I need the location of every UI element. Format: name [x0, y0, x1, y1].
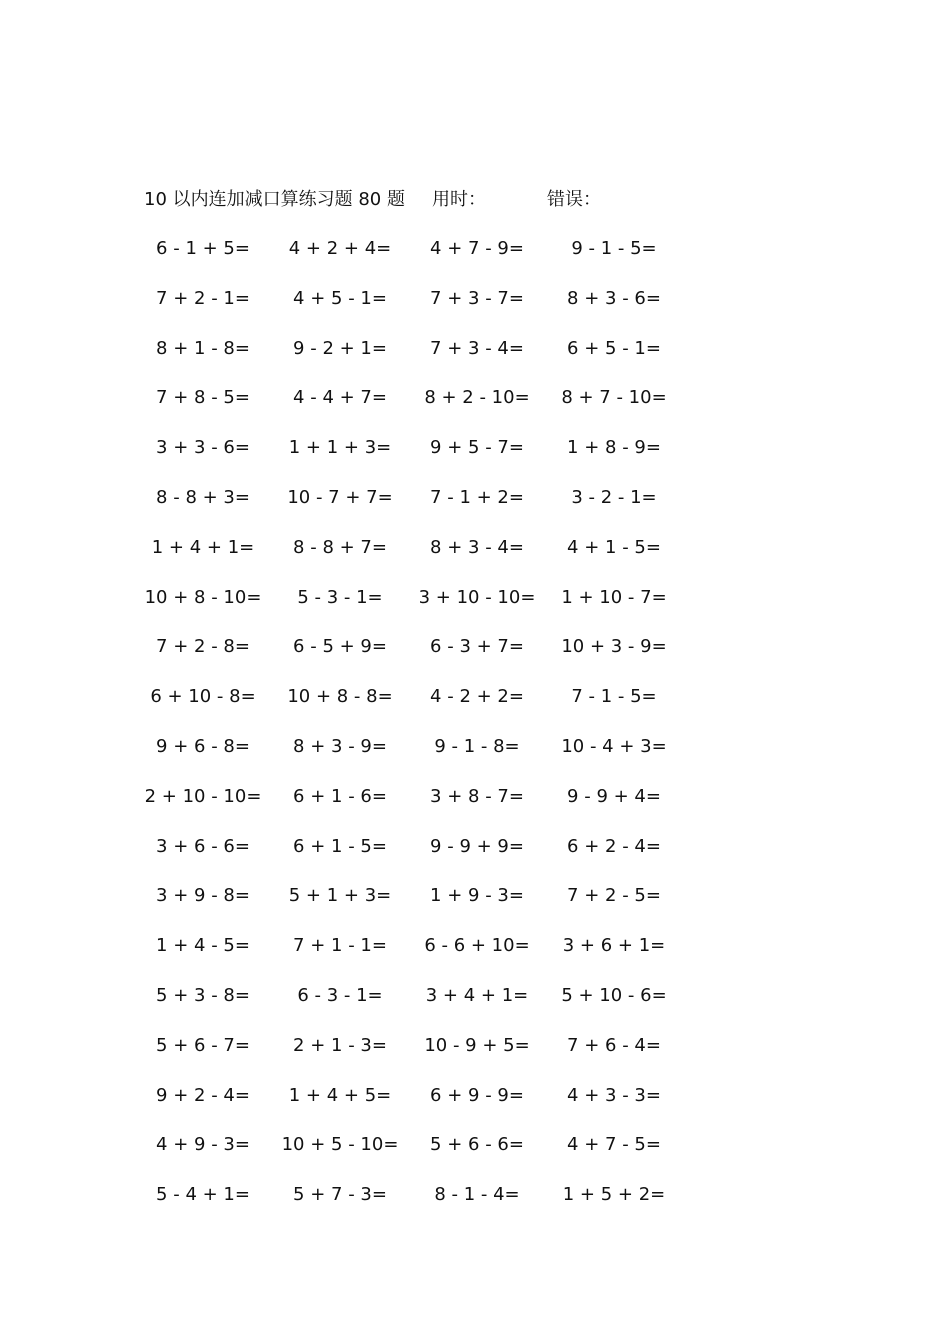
problem-item: 7 - 1 - 5= [571, 686, 657, 708]
problem-item: 10 - 7 + 7= [287, 486, 393, 508]
problem-row [0, 1129, 950, 1179]
problem-item: 6 + 10 - 8= [150, 686, 256, 708]
problem-item: 5 + 6 - 7= [156, 1034, 250, 1056]
problem-item: 6 + 1 - 6= [293, 785, 387, 807]
problem-item: 9 - 1 - 8= [434, 735, 520, 757]
problem-row [0, 233, 950, 283]
problem-item: 7 + 2 - 5= [567, 885, 661, 907]
problem-item: 2 + 1 - 3= [293, 1034, 387, 1056]
problem-item: 8 + 2 - 10= [424, 387, 530, 409]
problem-item: 1 + 5 + 2= [562, 1184, 666, 1206]
problem-item: 10 + 3 - 9= [561, 636, 667, 658]
problem-item: 3 + 6 + 1= [562, 935, 666, 957]
problem-item: 3 + 3 - 6= [156, 437, 250, 459]
problem-item: 8 - 8 + 3= [156, 486, 250, 508]
problem-row [0, 930, 950, 980]
problem-item: 4 + 2 + 4= [288, 238, 392, 259]
problem-item: 3 + 6 - 6= [156, 835, 250, 857]
problem-row [0, 1179, 950, 1229]
problem-item: 9 + 2 - 4= [156, 1084, 250, 1106]
problem-item: 8 + 3 - 4= [430, 536, 524, 558]
problem-item: 7 + 2 - 8= [156, 636, 250, 658]
problem-item: 2 + 10 - 10= [144, 785, 262, 807]
problem-item: 6 + 9 - 9= [430, 1084, 524, 1106]
problem-item: 7 + 3 - 7= [430, 287, 524, 309]
problem-row [0, 631, 950, 681]
problem-item: 5 + 3 - 8= [156, 984, 250, 1006]
problem-item: 5 + 10 - 6= [561, 984, 667, 1006]
problem-item: 9 - 2 + 1= [293, 337, 387, 359]
problem-item: 10 + 5 - 10= [281, 1134, 399, 1156]
problem-item: 10 + 8 - 8= [287, 686, 393, 708]
problem-item: 1 + 8 - 9= [567, 437, 661, 459]
problem-item: 8 + 3 - 6= [567, 287, 661, 309]
errors-label: 错误： [547, 189, 601, 210]
problem-item: 4 + 9 - 3= [156, 1134, 250, 1156]
problem-item: 1 + 4 - 5= [156, 935, 250, 957]
problem-item: 3 + 9 - 8= [156, 885, 250, 907]
problem-row [0, 382, 950, 432]
problem-item: 6 - 3 + 7= [430, 636, 524, 658]
problem-row [0, 283, 950, 333]
problem-item: 8 + 1 - 8= [156, 337, 250, 359]
problem-item: 4 + 5 - 1= [293, 287, 387, 309]
problem-item: 4 + 3 - 3= [567, 1084, 661, 1106]
problem-item: 8 - 8 + 7= [293, 536, 387, 558]
problem-item: 1 + 4 + 1= [151, 536, 255, 558]
problem-item: 9 + 5 - 7= [430, 437, 524, 459]
problem-row [0, 781, 950, 831]
problem-item: 5 + 6 - 6= [430, 1134, 524, 1156]
problem-item: 8 - 1 - 4= [434, 1184, 520, 1206]
problem-item: 1 + 9 - 3= [430, 885, 524, 907]
problem-item: 1 + 1 + 3= [288, 437, 392, 459]
problem-item: 10 - 9 + 5= [424, 1034, 530, 1056]
problem-item: 9 - 9 + 4= [567, 785, 661, 807]
problem-grid [0, 233, 950, 1229]
problem-item: 10 - 4 + 3= [561, 735, 667, 757]
problem-item: 4 + 7 - 9= [430, 238, 524, 259]
problem-item: 7 + 1 - 1= [293, 935, 387, 957]
worksheet-title: 10 以内连加减口算练习题 80 题 [144, 189, 405, 210]
problem-item: 4 - 4 + 7= [293, 387, 387, 409]
problem-item: 7 + 3 - 4= [430, 337, 524, 359]
problem-item: 7 + 6 - 4= [567, 1034, 661, 1056]
problem-row [0, 880, 950, 930]
problem-item: 1 + 4 + 5= [288, 1084, 392, 1106]
problem-item: 9 - 9 + 9= [430, 835, 524, 857]
problem-item: 5 + 7 - 3= [293, 1184, 387, 1206]
problem-row [0, 482, 950, 532]
problem-item: 4 - 2 + 2= [430, 686, 524, 708]
problem-row [0, 681, 950, 731]
problem-row [0, 432, 950, 482]
worksheet-header [144, 186, 844, 214]
problem-row [0, 831, 950, 881]
problem-item: 6 + 2 - 4= [567, 835, 661, 857]
problem-item: 7 - 1 + 2= [430, 486, 524, 508]
problem-item: 1 + 10 - 7= [561, 586, 667, 608]
problem-item: 7 + 2 - 1= [156, 287, 250, 309]
problem-item: 3 - 2 - 1= [571, 486, 657, 508]
problem-row [0, 980, 950, 1030]
problem-item: 7 + 8 - 5= [156, 387, 250, 409]
problem-row [0, 1030, 950, 1080]
problem-item: 9 - 1 - 5= [571, 238, 657, 259]
problem-row [0, 532, 950, 582]
time-used-label: 用时： [432, 189, 486, 210]
problem-item: 6 - 5 + 9= [293, 636, 387, 658]
problem-item: 8 + 3 - 9= [293, 735, 387, 757]
problem-item: 5 + 1 + 3= [288, 885, 392, 907]
problem-row [0, 333, 950, 383]
problem-item: 6 - 3 - 1= [297, 984, 383, 1006]
problem-item: 4 + 7 - 5= [567, 1134, 661, 1156]
problem-item: 8 + 7 - 10= [561, 387, 667, 409]
problem-item: 6 + 1 - 5= [293, 835, 387, 857]
problem-item: 9 + 6 - 8= [156, 735, 250, 757]
problem-item: 3 + 4 + 1= [425, 984, 529, 1006]
problem-row [0, 582, 950, 632]
problem-item: 6 - 6 + 10= [424, 935, 530, 957]
problem-item: 6 + 5 - 1= [567, 337, 661, 359]
problem-item: 10 + 8 - 10= [144, 586, 262, 608]
problem-item: 5 - 4 + 1= [156, 1184, 250, 1206]
problem-row [0, 731, 950, 781]
problem-row [0, 1080, 950, 1130]
problem-item: 3 + 10 - 10= [418, 586, 536, 608]
problem-item: 4 + 1 - 5= [567, 536, 661, 558]
problem-item: 3 + 8 - 7= [430, 785, 524, 807]
problem-item: 6 - 1 + 5= [156, 238, 250, 259]
problem-item: 5 - 3 - 1= [297, 586, 383, 608]
